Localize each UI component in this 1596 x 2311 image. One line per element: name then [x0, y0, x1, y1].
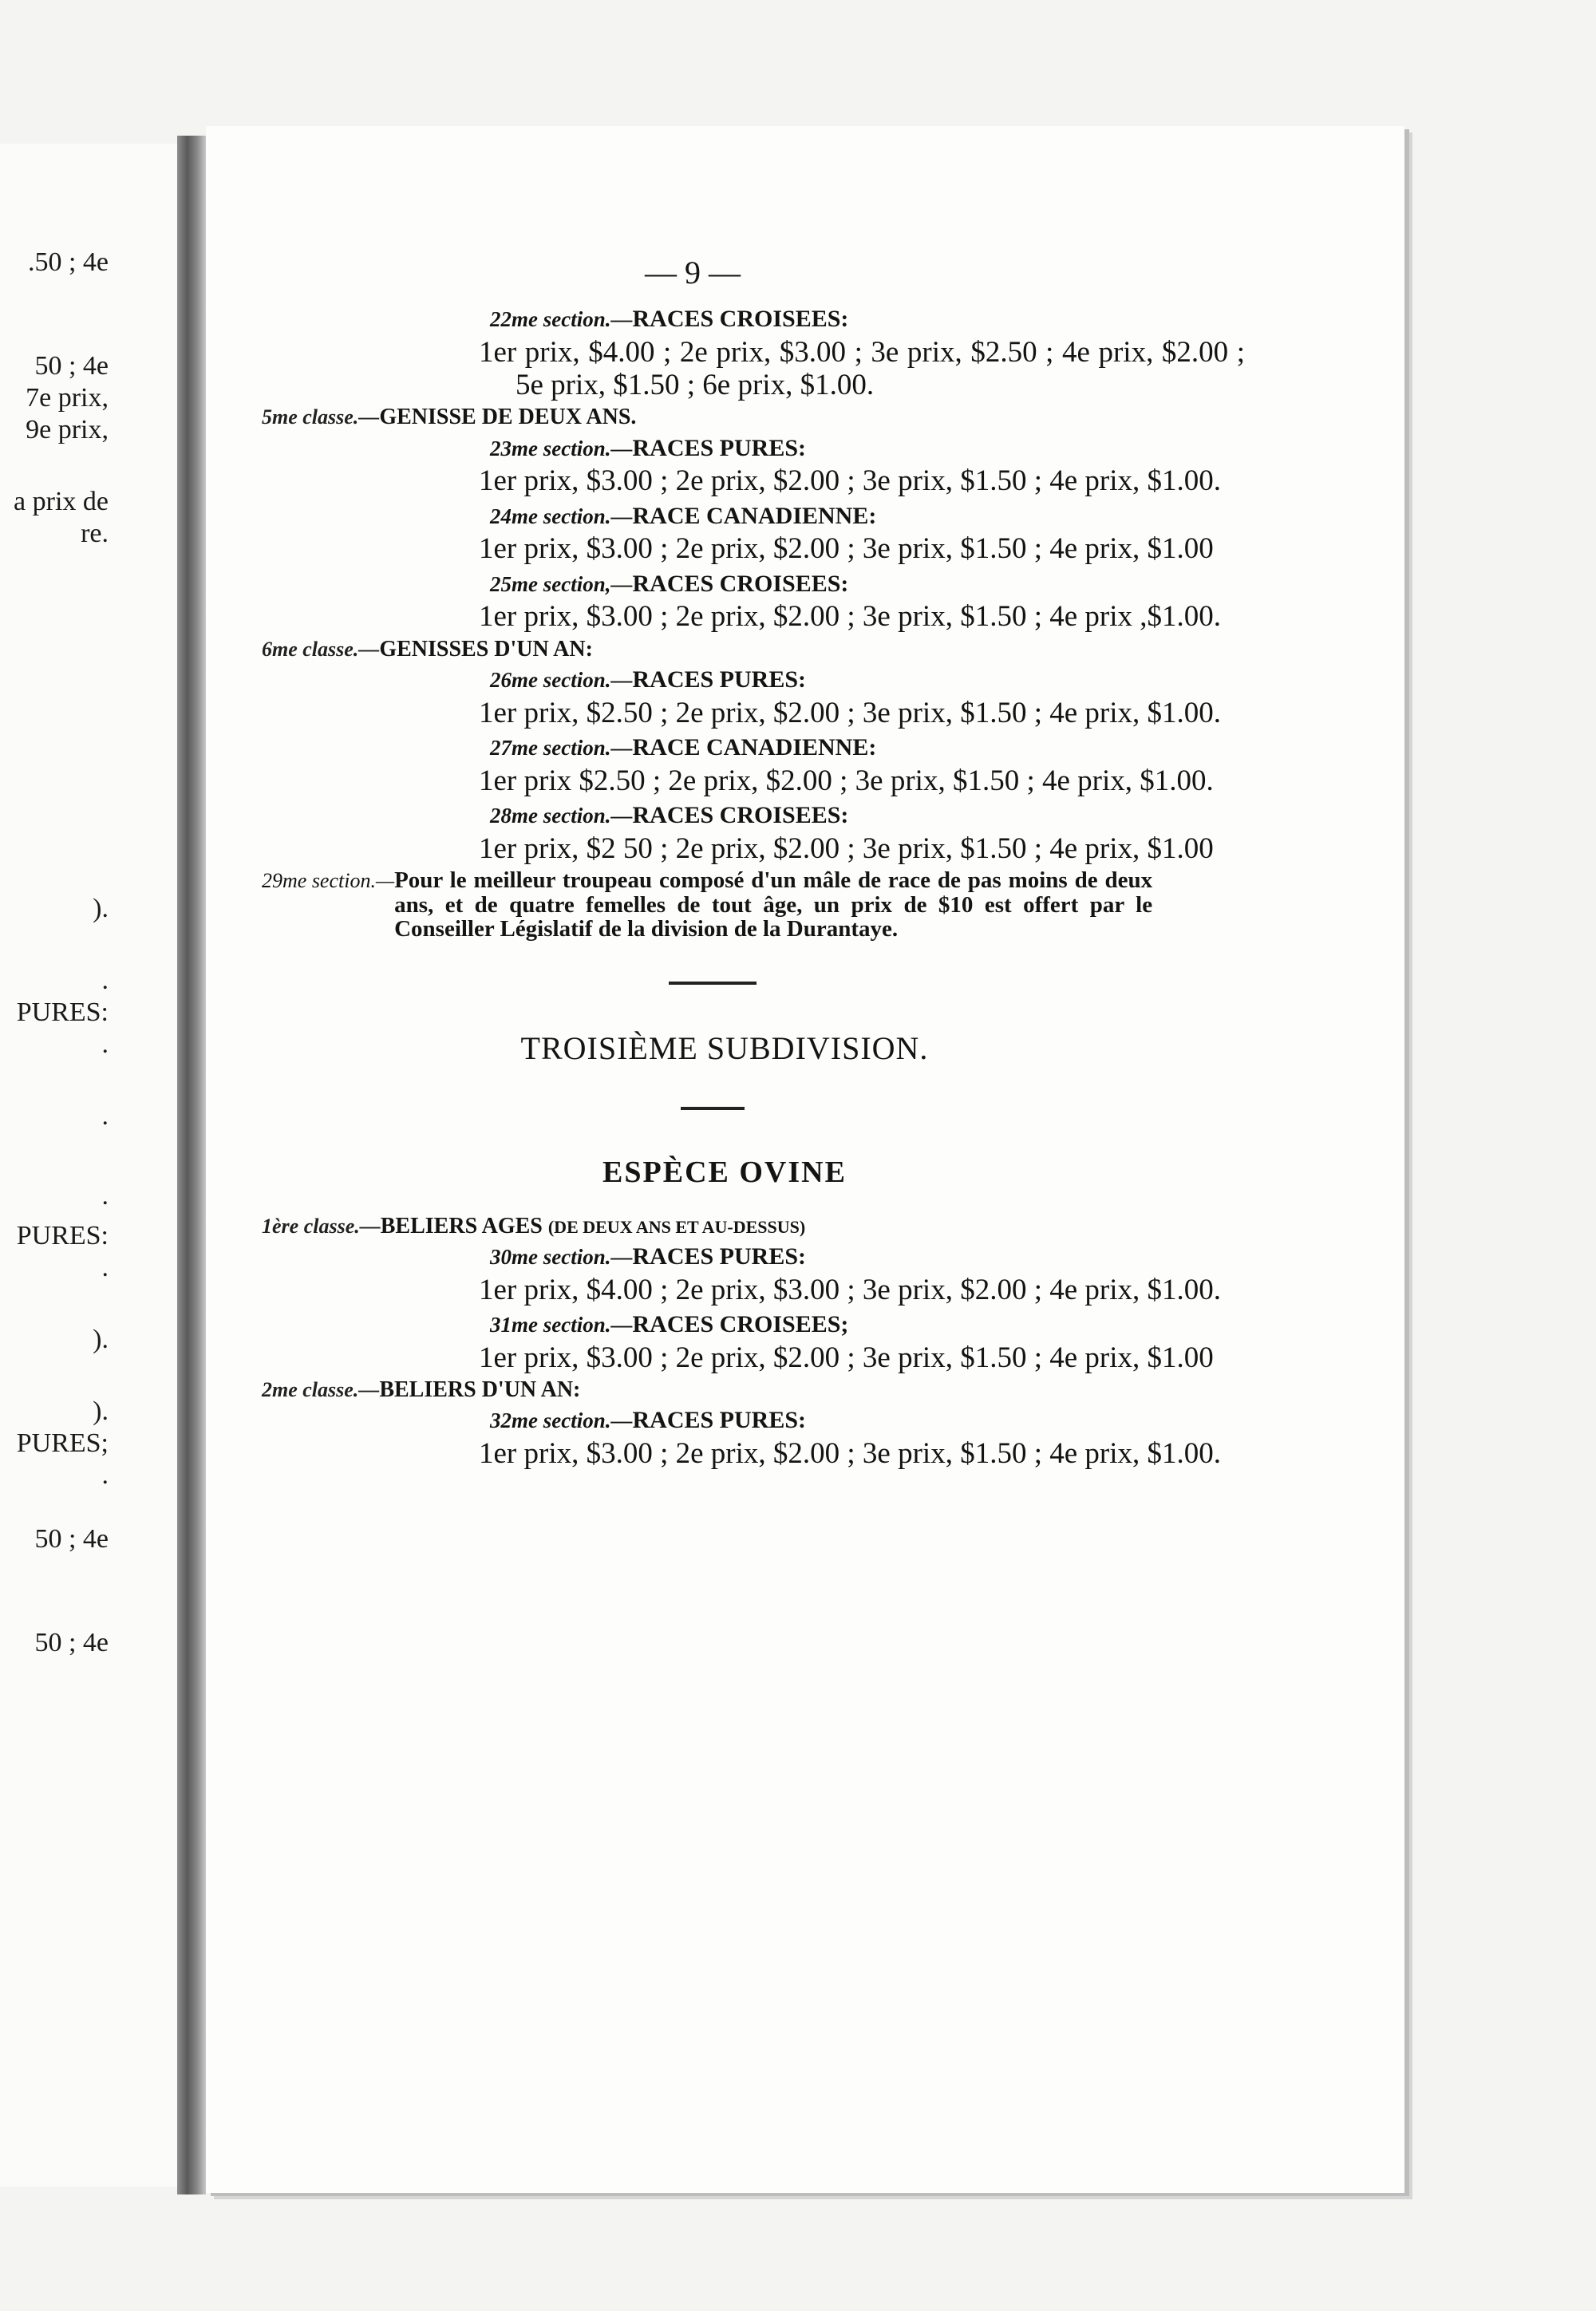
class-label: 6me classe.—	[262, 637, 380, 661]
previous-page-fragment	[0, 144, 182, 2187]
divider	[681, 1107, 745, 1110]
previous-page-text: 9e prix,	[26, 415, 109, 444]
class-title-note: (DE DEUX ANS ET AU-DESSUS)	[547, 1216, 806, 1237]
previous-page-text: a prix de	[14, 487, 109, 516]
prize-text: 1er prix, $3.00 ; 2e prix, $2.00 ; 3e prix, $1.50 ; 4e prix ,$1.00.	[479, 600, 1222, 634]
note-text: Pour le meilleur troupeau composé d'un mâle de race de pas moins de deux ans, et de quatre femelles de tout âge, un prix de $10 est offert par le Conseiller Législatif de la division de la Durantaye.	[394, 867, 1153, 942]
prize-text: 1er prix, $4.00 ; 2e prix, $3.00 ; 3e prix, $2.00 ; 4e prix, $1.00.	[479, 1273, 1222, 1306]
previous-page-text: ).	[93, 1325, 109, 1354]
livestock-prize-list	[262, 306, 1245, 865]
previous-page-text: .50 ; 4e	[27, 247, 109, 277]
section-heading	[262, 666, 1187, 693]
previous-page-text: PURES:	[16, 997, 109, 1027]
herd-prize-note	[262, 868, 1187, 941]
section-label: 25me section,—	[490, 571, 633, 596]
prize-line	[262, 600, 1245, 633]
section-heading	[262, 1243, 1187, 1270]
class-heading	[262, 637, 1187, 662]
previous-page-text: 50 ; 4e	[34, 1524, 109, 1554]
section-label: 32me section.—	[490, 1408, 633, 1433]
divider	[669, 982, 757, 985]
section-title: RACES CROISEES;	[632, 1311, 849, 1338]
previous-page-text: PURES;	[16, 1428, 109, 1458]
class-label: 1ère classe.—	[262, 1214, 381, 1238]
previous-page-text: .	[101, 1253, 109, 1282]
class-label: 2me classe.—	[262, 1378, 380, 1402]
class-title: GENISSE DE DEUX ANS.	[379, 405, 637, 430]
prize-text: 1er prix, $2 50 ; 2e prix, $2.00 ; 3e prix, $1.50 ; 4e prix, $1.00	[479, 832, 1214, 865]
prize-line	[262, 1437, 1245, 1470]
prize-line	[262, 336, 1245, 402]
class-title: BELIERS D'UN AN:	[379, 1377, 581, 1403]
section-label: 28me section.—	[490, 804, 633, 828]
section-title: RACE CANADIENNE:	[632, 502, 877, 529]
prize-line	[262, 464, 1245, 497]
section-label: 27me section.—	[490, 736, 633, 760]
previous-page-text: ).	[93, 894, 109, 923]
section-title: RACES PURES:	[632, 1243, 807, 1270]
class-title: BELIERS AGES	[380, 1213, 543, 1238]
previous-page-text: 50 ; 4e	[34, 1628, 109, 1657]
section-title: RACES CROISEES:	[632, 570, 849, 597]
section-label: 31me section.—	[490, 1313, 633, 1337]
section-label: 23me section.—	[490, 436, 633, 460]
prize-line	[262, 1274, 1245, 1306]
prize-line	[262, 764, 1245, 797]
prize-text: 1er prix, $3.00 ; 2e prix, $2.00 ; 3e prix, $1.50 ; 4e prix, $1.00.	[479, 464, 1222, 498]
prize-line	[262, 1341, 1245, 1374]
section-label: 24me section.—	[490, 504, 633, 528]
section-title: RACE CANADIENNE:	[632, 734, 877, 761]
class-heading	[262, 1377, 1187, 1402]
section-title: RACES CROISEES:	[632, 802, 849, 829]
prize-text: 1er prix, $2.50 ; 2e prix, $2.00 ; 3e prix, $1.50 ; 4e prix, $1.00.	[479, 696, 1222, 729]
section-title: RACES PURES:	[632, 666, 807, 693]
previous-page-text: .	[101, 1460, 109, 1490]
section-heading	[262, 435, 1187, 462]
class-title: GENISSES D'UN AN:	[379, 636, 593, 662]
prize-text: 1er prix $2.50 ; 2e prix, $2.00 ; 3e prix, $1.50 ; 4e prix, $1.00.	[479, 764, 1214, 797]
previous-page-text: 7e prix,	[26, 383, 109, 413]
section-label: 26me section.—	[490, 668, 633, 693]
page-content	[262, 254, 1245, 1471]
class-heading	[262, 405, 1187, 429]
prize-line	[262, 532, 1245, 565]
prize-text: 1er prix, $3.00 ; 2e prix, $2.00 ; 3e prix, $1.50 ; 4e prix, $1.00	[479, 532, 1214, 566]
previous-page-text: ).	[93, 1396, 109, 1426]
prize-text: 1er prix, $3.00 ; 2e prix, $2.00 ; 3e prix, $1.50 ; 4e prix, $1.00	[479, 1341, 1214, 1374]
species-heading: ESPÈCE OVINE	[602, 1155, 847, 1189]
section-heading	[262, 1311, 1187, 1338]
previous-page-text: .	[101, 1101, 109, 1131]
section-heading	[262, 571, 1187, 598]
book-gutter	[177, 136, 206, 2194]
previous-page-text: .	[101, 1029, 109, 1059]
previous-page-text: 50 ; 4e	[34, 351, 109, 381]
prize-line	[262, 832, 1245, 865]
subdivision-heading: TROISIÈME SUBDIVISION.	[520, 1029, 929, 1066]
prize-text: 1er prix, $4.00 ; 2e prix, $3.00 ; 3e prix, $2.50 ; 4e prix, $2.00 ; 5e prix, $1.50 ; 6e prix, $1.00.	[479, 335, 1245, 402]
previous-page-text: .	[101, 966, 109, 995]
section-title: RACES PURES:	[632, 1407, 807, 1434]
previous-page-text: PURES:	[16, 1221, 109, 1250]
section-label: 22me section.—	[490, 307, 633, 331]
section-heading	[262, 1407, 1187, 1434]
page-number: — 9 —	[645, 255, 741, 290]
prize-line	[262, 697, 1245, 729]
section-heading	[262, 734, 1187, 761]
section-heading	[262, 306, 1187, 333]
class-heading	[262, 1214, 1187, 1238]
class-label: 5me classe.—	[262, 405, 380, 429]
previous-page-text: .	[101, 1181, 109, 1211]
previous-page-text: re.	[81, 519, 109, 548]
document-page	[206, 126, 1404, 2193]
section-title: RACES CROISEES:	[632, 306, 849, 332]
section-title: RACES PURES:	[632, 434, 807, 461]
note-section-label: 29me section.—	[262, 869, 395, 893]
section-label: 30me section.—	[490, 1245, 633, 1270]
prize-text: 1er prix, $3.00 ; 2e prix, $2.00 ; 3e prix, $1.50 ; 4e prix, $1.00.	[479, 1437, 1222, 1471]
section-heading	[262, 802, 1187, 829]
section-heading	[262, 503, 1187, 530]
sheep-prize-list	[262, 1213, 1222, 1471]
